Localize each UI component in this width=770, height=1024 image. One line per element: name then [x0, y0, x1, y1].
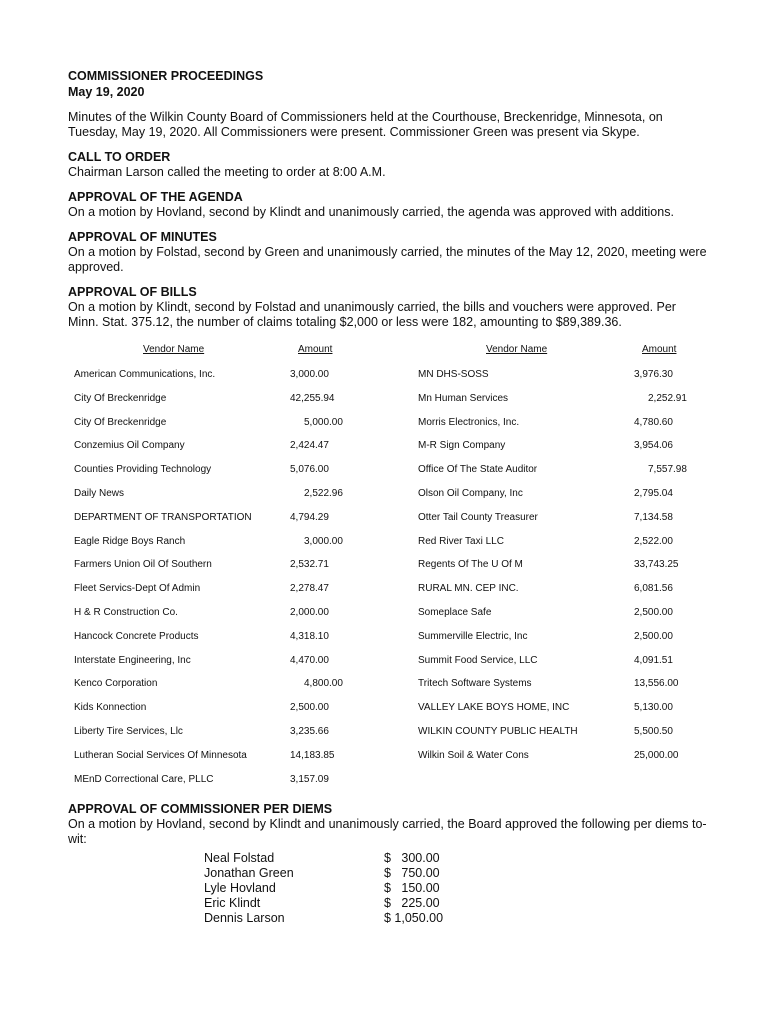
vendor-amount-right: 2,252.91	[648, 392, 687, 404]
vendor-amount-left: 5,000.00	[304, 416, 343, 428]
vendor-amount-right: 6,081.56	[634, 583, 673, 595]
vendor-amount-left: 4,794.29	[290, 511, 329, 523]
agenda-text: On a motion by Hovland, second by Klindt and unanimously carried, the agenda was approved with additions.	[68, 205, 674, 219]
vendor-name-right: Tritech Software Systems	[418, 678, 532, 690]
vendor-amount-left: 3,157.09	[290, 773, 329, 785]
per-diem-name: Neal Folstad	[204, 851, 275, 865]
minutes-title: APPROVAL OF MINUTES	[68, 230, 217, 244]
vendor-amount-right: 2,795.04	[634, 488, 673, 499]
vendor-name-right: MN DHS-SOSS	[418, 369, 489, 380]
vendor-amount-right: 2,522.00	[634, 535, 673, 547]
vendor-amount-right: 2,500.00	[634, 607, 673, 618]
vendor-name-right: WILKIN COUNTY PUBLIC HEALTH	[418, 726, 578, 737]
vendor-name-left: Lutheran Social Services Of Minnesota	[74, 749, 247, 761]
vendor-amount-left: 5,076.00	[290, 464, 329, 476]
vendor-name-right: Morris Electronics, Inc.	[418, 416, 520, 428]
minutes-text: On a motion by Folstad, second by Green and unanimously carried, the minutes of the May 12, 2020, meeting were approved.	[68, 245, 707, 274]
vendor-name-right: Regents Of The U Of M	[418, 559, 523, 571]
vendor-amount-right: 7,557.98	[648, 464, 687, 476]
vendor-amount-right: 4,091.51	[634, 654, 673, 666]
vendor-name-header-right: Vendor Name	[486, 344, 548, 355]
vendor-amount-left: 3,235.66	[290, 726, 329, 737]
amount-header-left: Amount	[298, 344, 333, 355]
call-to-order-title: CALL TO ORDER	[68, 150, 171, 164]
vendor-name-left: Fleet Servics-Dept Of Admin	[74, 583, 201, 595]
vendor-amount-right: 7,134.58	[634, 511, 673, 523]
vendor-table	[68, 344, 708, 802]
vendor-name-right: Red River Taxi LLC	[418, 535, 504, 547]
per-diem-amount: $ 300.00	[384, 851, 440, 865]
vendor-amount-right: 5,130.00	[634, 702, 673, 714]
vendor-amount-left: 14,183.85	[290, 749, 335, 761]
per-diem-amount: $ 1,050.00	[384, 911, 444, 925]
per-diem-name: Lyle Hovland	[204, 881, 276, 895]
vendor-amount-right: 13,556.00	[634, 678, 679, 690]
vendor-name-right: VALLEY LAKE BOYS HOME, INC	[418, 702, 570, 714]
vendor-name-left: H & R Construction Co.	[74, 607, 178, 618]
document-date: May 19, 2020	[68, 85, 145, 99]
agenda-title: APPROVAL OF THE AGENDA	[68, 190, 243, 204]
vendor-name-right: M-R Sign Company	[418, 440, 506, 452]
document-page	[68, 68, 708, 929]
vendor-amount-right: 3,976.30	[634, 369, 673, 380]
vendor-name-right: Office Of The State Auditor	[418, 464, 538, 476]
vendor-name-left: Counties Providing Technology	[74, 464, 212, 476]
vendor-amount-left: 2,278.47	[290, 583, 329, 595]
per-diems-text: On a motion by Hovland, second by Klindt and unanimously carried, the Board approved the following per diems to-wit:	[68, 817, 707, 846]
vendor-name-header-left: Vendor Name	[143, 344, 205, 355]
bills-text: On a motion by Klindt, second by Folstad and unanimously carried, the bills and vouchers were approved. Per Minn. Stat. 375.12, the number of claims totaling $2,000 or less were 182, amounting to $89,389.36.	[68, 300, 676, 329]
vendor-name-left: City Of Breckenridge	[74, 392, 167, 404]
per-diems-title: APPROVAL OF COMMISSIONER PER DIEMS	[68, 802, 333, 816]
per-diem-amount: $ 150.00	[384, 881, 440, 895]
vendor-name-left: Liberty Tire Services, Llc	[74, 726, 183, 737]
vendor-amount-left: 4,800.00	[304, 678, 343, 690]
vendor-name-left: Hancock Concrete Products	[74, 630, 199, 642]
vendor-amount-left: 4,318.10	[290, 630, 329, 642]
vendor-amount-left: 3,000.00	[304, 535, 343, 547]
vendor-amount-left: 42,255.94	[290, 392, 335, 404]
vendor-name-left: Kids Konnection	[74, 702, 147, 714]
vendor-name-left: Farmers Union Oil Of Southern	[74, 559, 212, 571]
call-to-order-text: Chairman Larson called the meeting to order at 8:00 A.M.	[68, 165, 386, 179]
per-diem-amount: $ 750.00	[384, 866, 440, 880]
bills-title: APPROVAL OF BILLS	[68, 285, 197, 299]
vendor-amount-left: 2,424.47	[290, 440, 329, 452]
amount-header-right: Amount	[642, 344, 677, 355]
vendor-name-left: Eagle Ridge Boys Ranch	[74, 535, 186, 547]
vendor-name-left: Kenco Corporation	[74, 678, 158, 690]
vendor-amount-left: 2,500.00	[290, 702, 329, 714]
vendor-amount-left: 2,000.00	[290, 607, 329, 618]
vendor-amount-right: 4,780.60	[634, 416, 673, 428]
vendor-name-right: Summerville Electric, Inc	[418, 630, 528, 642]
vendor-name-right: Someplace Safe	[418, 607, 492, 618]
vendor-name-right: Olson Oil Company, Inc	[418, 488, 523, 499]
vendor-amount-left: 4,470.00	[290, 654, 329, 666]
vendor-name-left: MEnD Correctional Care, PLLC	[74, 773, 214, 785]
per-diem-name: Jonathan Green	[204, 866, 294, 880]
per-diem-list	[68, 849, 708, 929]
vendor-amount-right: 3,954.06	[634, 440, 673, 452]
intro-paragraph: Minutes of the Wilkin County Board of Commissioners held at the Courthouse, Breckenridge, Minnesota, on Tuesday, May 19, 2020. All Commissioners were present. Commissioner Green was present via Skype.	[68, 110, 663, 139]
per-diem-amount: $ 225.00	[384, 896, 440, 910]
vendor-name-left: Interstate Engineering, Inc	[74, 654, 191, 666]
vendor-name-right: RURAL MN. CEP INC.	[418, 583, 519, 595]
vendor-amount-right: 2,500.00	[634, 630, 673, 642]
vendor-name-left: City Of Breckenridge	[74, 416, 167, 428]
document-title: COMMISSIONER PROCEEDINGS	[68, 69, 264, 83]
vendor-name-right: Otter Tail County Treasurer	[418, 511, 538, 523]
vendor-amount-left: 3,000.00	[290, 369, 329, 380]
vendor-name-left: Daily News	[74, 488, 125, 499]
vendor-amount-right: 33,743.25	[634, 559, 679, 571]
vendor-amount-left: 2,532.71	[290, 559, 329, 571]
per-diem-name: Eric Klindt	[204, 896, 261, 910]
vendor-name-right: Mn Human Services	[418, 392, 509, 404]
vendor-amount-right: 25,000.00	[634, 749, 679, 761]
vendor-name-left: DEPARTMENT OF TRANSPORTATION	[74, 511, 252, 523]
vendor-name-right: Summit Food Service, LLC	[418, 654, 538, 666]
per-diem-name: Dennis Larson	[204, 911, 285, 925]
vendor-name-right: Wilkin Soil & Water Cons	[418, 749, 529, 761]
vendor-amount-left: 2,522.96	[304, 488, 343, 499]
vendor-name-left: Conzemius Oil Company	[74, 440, 185, 452]
vendor-name-left: American Communications, Inc.	[74, 369, 216, 380]
vendor-amount-right: 5,500.50	[634, 726, 673, 737]
